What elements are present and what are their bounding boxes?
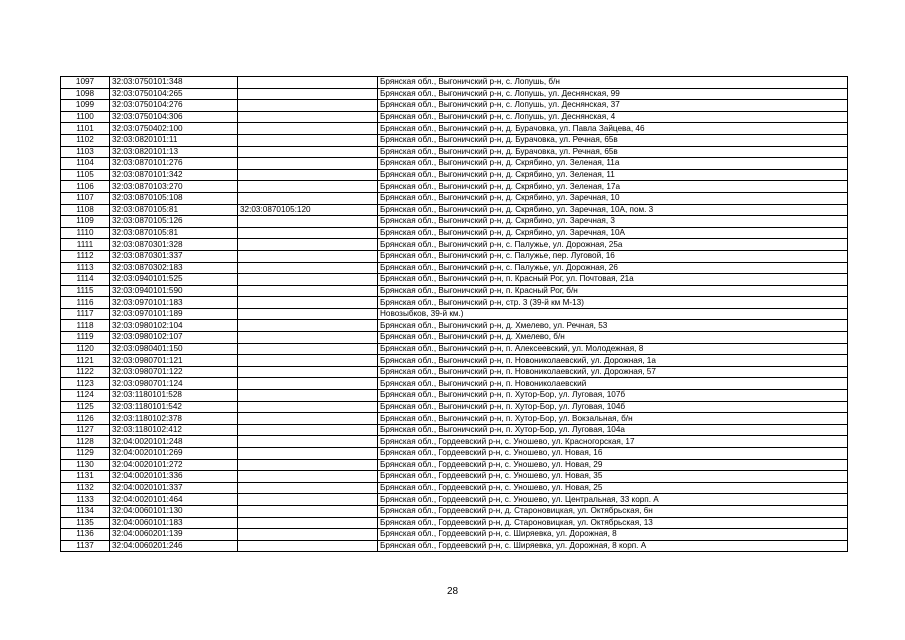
property-register-table <box>60 76 848 552</box>
table-row <box>61 274 848 286</box>
table-row <box>61 250 848 262</box>
row-number-cell: 1123 <box>61 378 110 390</box>
previous-number-cell: 32:03:0870105:120 <box>238 204 378 216</box>
address-cell: Брянская обл., Выгоничский р-н, п. Новониколаевский, ул. Дорожная, 57 <box>378 366 848 378</box>
row-number-cell: 1107 <box>61 192 110 204</box>
table-row <box>61 285 848 297</box>
address-cell: Брянская обл., Гордеевский р-н, с. Уношево, ул. Центральная, 33 корп. А <box>378 494 848 506</box>
previous-number-cell <box>238 285 378 297</box>
previous-number-cell <box>238 343 378 355</box>
address-cell: Брянская обл., Выгоничский р-н, д. Скрябино, ул. Заречная, 10А <box>378 227 848 239</box>
row-number-cell: 1116 <box>61 297 110 309</box>
cadastral-number-cell: 32:03:0870105:126 <box>110 216 238 228</box>
previous-number-cell <box>238 146 378 158</box>
row-number-cell: 1115 <box>61 285 110 297</box>
row-number-cell: 1131 <box>61 471 110 483</box>
address-cell: Брянская обл., Выгоничский р-н, д. Бурачовка, ул. Речная, 65в <box>378 134 848 146</box>
address-cell: Брянская обл., Выгоничский р-н, с. Лопушь, ул. Деснянская, 4 <box>378 111 848 123</box>
previous-number-cell <box>238 100 378 112</box>
previous-number-cell <box>238 390 378 402</box>
address-cell: Брянская обл., Выгоничский р-н, д. Хмелево, б/н <box>378 332 848 344</box>
previous-number-cell <box>238 250 378 262</box>
row-number-cell: 1112 <box>61 250 110 262</box>
address-cell: Брянская обл., Выгоничский р-н, с. Лопушь, б/н <box>378 77 848 89</box>
previous-number-cell <box>238 158 378 170</box>
previous-number-cell <box>238 355 378 367</box>
table-row <box>61 123 848 135</box>
table-row <box>61 459 848 471</box>
table-row <box>61 146 848 158</box>
cadastral-number-cell: 32:03:0870101:342 <box>110 169 238 181</box>
cadastral-number-cell: 32:03:0940101:590 <box>110 285 238 297</box>
previous-number-cell <box>238 181 378 193</box>
address-cell: Брянская обл., Гордеевский р-н, с. Уношево, ул. Красногорская, 17 <box>378 436 848 448</box>
address-cell: Новозыбков, 39-й км.) <box>378 308 848 320</box>
cadastral-number-cell: 32:03:0980102:107 <box>110 332 238 344</box>
table-row <box>61 540 848 552</box>
table-row <box>61 169 848 181</box>
address-cell: Брянская обл., Гордеевский р-н, с. Уношево, ул. Новая, 29 <box>378 459 848 471</box>
row-number-cell: 1137 <box>61 540 110 552</box>
row-number-cell: 1119 <box>61 332 110 344</box>
row-number-cell: 1133 <box>61 494 110 506</box>
cadastral-number-cell: 32:03:1180101:542 <box>110 401 238 413</box>
row-number-cell: 1118 <box>61 320 110 332</box>
row-number-cell: 1098 <box>61 88 110 100</box>
previous-number-cell <box>238 297 378 309</box>
table-row <box>61 262 848 274</box>
table-row <box>61 401 848 413</box>
table-row <box>61 494 848 506</box>
address-cell: Брянская обл., Выгоничский р-н, д. Скрябино, ул. Зеленая, 11а <box>378 158 848 170</box>
cadastral-number-cell: 32:03:0750101:348 <box>110 77 238 89</box>
cadastral-number-cell: 32:03:0940101:525 <box>110 274 238 286</box>
row-number-cell: 1121 <box>61 355 110 367</box>
address-cell: Брянская обл., Гордеевский р-н, д. Староновицкая, ул. Октябрьская, 6н <box>378 505 848 517</box>
previous-number-cell <box>238 540 378 552</box>
table-row <box>61 529 848 541</box>
cadastral-number-cell: 32:03:0970101:183 <box>110 297 238 309</box>
cadastral-number-cell: 32:03:0820101:13 <box>110 146 238 158</box>
table-row <box>61 436 848 448</box>
previous-number-cell <box>238 366 378 378</box>
row-number-cell: 1100 <box>61 111 110 123</box>
previous-number-cell <box>238 448 378 460</box>
address-cell: Брянская обл., Выгоничский р-н, п. Хутор-Бор, ул. Вокзальная, б/н <box>378 413 848 425</box>
cadastral-number-cell: 32:04:0020101:464 <box>110 494 238 506</box>
previous-number-cell <box>238 88 378 100</box>
address-cell: Брянская обл., Выгоничский р-н, с. Лопушь, ул. Деснянская, 99 <box>378 88 848 100</box>
row-number-cell: 1128 <box>61 436 110 448</box>
cadastral-number-cell: 32:03:0750104:265 <box>110 88 238 100</box>
address-cell: Брянская обл., Выгоничский р-н, п. Алексеевский, ул. Молодежная, 8 <box>378 343 848 355</box>
cadastral-number-cell: 32:04:0020101:336 <box>110 471 238 483</box>
cadastral-number-cell: 32:03:0980701:121 <box>110 355 238 367</box>
cadastral-number-cell: 32:04:0020101:337 <box>110 482 238 494</box>
previous-number-cell <box>238 192 378 204</box>
previous-number-cell <box>238 424 378 436</box>
address-cell: Брянская обл., Гордеевский р-н, с. Ширяевка, ул. Дорожная, 8 корп. А <box>378 540 848 552</box>
previous-number-cell <box>238 529 378 541</box>
previous-number-cell <box>238 413 378 425</box>
table-row <box>61 424 848 436</box>
row-number-cell: 1106 <box>61 181 110 193</box>
table-row <box>61 134 848 146</box>
table-row <box>61 320 848 332</box>
previous-number-cell <box>238 320 378 332</box>
cadastral-number-cell: 32:03:0750402:100 <box>110 123 238 135</box>
table-row <box>61 413 848 425</box>
address-cell: Брянская обл., Выгоничский р-н, д. Скрябино, ул. Зеленая, 17а <box>378 181 848 193</box>
row-number-cell: 1104 <box>61 158 110 170</box>
address-cell: Брянская обл., Выгоничский р-н, п. Новониколаевский, ул. Дорожная, 1а <box>378 355 848 367</box>
table-row <box>61 227 848 239</box>
row-number-cell: 1099 <box>61 100 110 112</box>
previous-number-cell <box>238 332 378 344</box>
table-row <box>61 308 848 320</box>
row-number-cell: 1120 <box>61 343 110 355</box>
table-row <box>61 378 848 390</box>
cadastral-number-cell: 32:03:0870301:328 <box>110 239 238 251</box>
previous-number-cell <box>238 227 378 239</box>
cadastral-number-cell: 32:03:1180102:378 <box>110 413 238 425</box>
previous-number-cell <box>238 274 378 286</box>
address-cell: Брянская обл., Гордеевский р-н, с. Уношево, ул. Новая, 16 <box>378 448 848 460</box>
row-number-cell: 1127 <box>61 424 110 436</box>
previous-number-cell <box>238 482 378 494</box>
address-cell: Брянская обл., Выгоничский р-н, п. Хутор-Бор, ул. Луговая, 104б <box>378 401 848 413</box>
table-row <box>61 505 848 517</box>
previous-number-cell <box>238 494 378 506</box>
address-cell: Брянская обл., Выгоничский р-н, д. Скрябино, ул. Заречная, 10А, пом. 3 <box>378 204 848 216</box>
table-row <box>61 332 848 344</box>
row-number-cell: 1135 <box>61 517 110 529</box>
row-number-cell: 1102 <box>61 134 110 146</box>
row-number-cell: 1129 <box>61 448 110 460</box>
row-number-cell: 1105 <box>61 169 110 181</box>
cadastral-number-cell: 32:03:0870105:81 <box>110 227 238 239</box>
previous-number-cell <box>238 505 378 517</box>
cadastral-number-cell: 32:04:0060101:183 <box>110 517 238 529</box>
row-number-cell: 1117 <box>61 308 110 320</box>
row-number-cell: 1126 <box>61 413 110 425</box>
table-row <box>61 204 848 216</box>
previous-number-cell <box>238 401 378 413</box>
address-cell: Брянская обл., Выгоничский р-н, стр. 3 (39-й км М-13) <box>378 297 848 309</box>
previous-number-cell <box>238 77 378 89</box>
previous-number-cell <box>238 216 378 228</box>
cadastral-number-cell: 32:03:1180102:412 <box>110 424 238 436</box>
address-cell: Брянская обл., Гордеевский р-н, с. Уношево, ул. Новая, 25 <box>378 482 848 494</box>
previous-number-cell <box>238 378 378 390</box>
address-cell: Брянская обл., Гордеевский р-н, с. Уношево, ул. Новая, 35 <box>378 471 848 483</box>
cadastral-number-cell: 32:03:0870105:108 <box>110 192 238 204</box>
cadastral-number-cell: 32:03:0870103:270 <box>110 181 238 193</box>
previous-number-cell <box>238 459 378 471</box>
cadastral-number-cell: 32:03:1180101:528 <box>110 390 238 402</box>
address-cell: Брянская обл., Выгоничский р-н, с. Палужье, ул. Дорожная, 26 <box>378 262 848 274</box>
table-body <box>61 77 848 552</box>
address-cell: Брянская обл., Выгоничский р-н, п. Красный Рог, ул. Почтовая, 21а <box>378 274 848 286</box>
cadastral-number-cell: 32:04:0060201:139 <box>110 529 238 541</box>
table-row <box>61 343 848 355</box>
previous-number-cell <box>238 517 378 529</box>
row-number-cell: 1132 <box>61 482 110 494</box>
address-cell: Брянская обл., Выгоничский р-н, д. Скрябино, ул. Зеленая, 11 <box>378 169 848 181</box>
table-row <box>61 158 848 170</box>
table-row <box>61 355 848 367</box>
cadastral-number-cell: 32:03:0980102:104 <box>110 320 238 332</box>
table-row <box>61 366 848 378</box>
address-cell: Брянская обл., Гордеевский р-н, с. Ширяевка, ул. Дорожная, 8 <box>378 529 848 541</box>
address-cell: Брянская обл., Выгоничский р-н, д. Бурачовка, ул. Речная, 65в <box>378 146 848 158</box>
cadastral-number-cell: 32:03:0980701:124 <box>110 378 238 390</box>
cadastral-number-cell: 32:03:0980701:122 <box>110 366 238 378</box>
table-row <box>61 192 848 204</box>
row-number-cell: 1125 <box>61 401 110 413</box>
page-number: 28 <box>446 586 459 597</box>
row-number-cell: 1124 <box>61 390 110 402</box>
previous-number-cell <box>238 239 378 251</box>
table-row <box>61 517 848 529</box>
previous-number-cell <box>238 134 378 146</box>
row-number-cell: 1108 <box>61 204 110 216</box>
address-cell: Брянская обл., Выгоничский р-н, д. Хмелево, ул. Речная, 53 <box>378 320 848 332</box>
address-cell: Брянская обл., Гордеевский р-н, д. Староновицкая, ул. Октябрьская, 13 <box>378 517 848 529</box>
row-number-cell: 1101 <box>61 123 110 135</box>
previous-number-cell <box>238 471 378 483</box>
row-number-cell: 1109 <box>61 216 110 228</box>
table-row <box>61 111 848 123</box>
table-row <box>61 77 848 89</box>
table-row <box>61 88 848 100</box>
table-row <box>61 181 848 193</box>
row-number-cell: 1130 <box>61 459 110 471</box>
cadastral-number-cell: 32:04:0060101:130 <box>110 505 238 517</box>
previous-number-cell <box>238 123 378 135</box>
address-cell: Брянская обл., Выгоничский р-н, с. Палужье, ул. Дорожная, 25а <box>378 239 848 251</box>
row-number-cell: 1110 <box>61 227 110 239</box>
cadastral-number-cell: 32:04:0020101:248 <box>110 436 238 448</box>
address-cell: Брянская обл., Выгоничский р-н, п. Хутор-Бор, ул. Луговая, 107б <box>378 390 848 402</box>
cadastral-number-cell: 32:03:0750104:306 <box>110 111 238 123</box>
previous-number-cell <box>238 111 378 123</box>
previous-number-cell <box>238 308 378 320</box>
cadastral-number-cell: 32:03:0870302:183 <box>110 262 238 274</box>
row-number-cell: 1103 <box>61 146 110 158</box>
address-cell: Брянская обл., Выгоничский р-н, п. Хутор-Бор, ул. Луговая, 104а <box>378 424 848 436</box>
cadastral-number-cell: 32:04:0020101:269 <box>110 448 238 460</box>
row-number-cell: 1111 <box>61 239 110 251</box>
cadastral-number-cell: 32:03:0980401:150 <box>110 343 238 355</box>
cadastral-number-cell: 32:03:0820101:11 <box>110 134 238 146</box>
table-row <box>61 216 848 228</box>
cadastral-number-cell: 32:03:0870301:337 <box>110 250 238 262</box>
row-number-cell: 1136 <box>61 529 110 541</box>
address-cell: Брянская обл., Выгоничский р-н, с. Лопушь, ул. Деснянская, 37 <box>378 100 848 112</box>
table-row <box>61 448 848 460</box>
row-number-cell: 1134 <box>61 505 110 517</box>
table-row <box>61 100 848 112</box>
previous-number-cell <box>238 169 378 181</box>
previous-number-cell <box>238 262 378 274</box>
cadastral-number-cell: 32:03:0750104:276 <box>110 100 238 112</box>
address-cell: Брянская обл., Выгоничский р-н, д. Бурачовка, ул. Павла Зайцева, 46 <box>378 123 848 135</box>
table-row <box>61 297 848 309</box>
row-number-cell: 1097 <box>61 77 110 89</box>
previous-number-cell <box>238 436 378 448</box>
table-row <box>61 390 848 402</box>
cadastral-number-cell: 32:04:0020101:272 <box>110 459 238 471</box>
address-cell: Брянская обл., Выгоничский р-н, п. Красный Рог, б/н <box>378 285 848 297</box>
table-row <box>61 239 848 251</box>
cadastral-number-cell: 32:04:0060201:246 <box>110 540 238 552</box>
row-number-cell: 1122 <box>61 366 110 378</box>
table-row <box>61 482 848 494</box>
cadastral-number-cell: 32:03:0870105:81 <box>110 204 238 216</box>
address-cell: Брянская обл., Выгоничский р-н, д. Скрябино, ул. Заречная, 10 <box>378 192 848 204</box>
cadastral-number-cell: 32:03:0970101:189 <box>110 308 238 320</box>
address-cell: Брянская обл., Выгоничский р-н, с. Палужье, пер. Луговой, 16 <box>378 250 848 262</box>
address-cell: Брянская обл., Выгоничский р-н, д. Скрябино, ул. Заречная, 3 <box>378 216 848 228</box>
row-number-cell: 1114 <box>61 274 110 286</box>
row-number-cell: 1113 <box>61 262 110 274</box>
cadastral-number-cell: 32:03:0870101:276 <box>110 158 238 170</box>
address-cell: Брянская обл., Выгоничский р-н, п. Новониколаевский <box>378 378 848 390</box>
table-row <box>61 471 848 483</box>
